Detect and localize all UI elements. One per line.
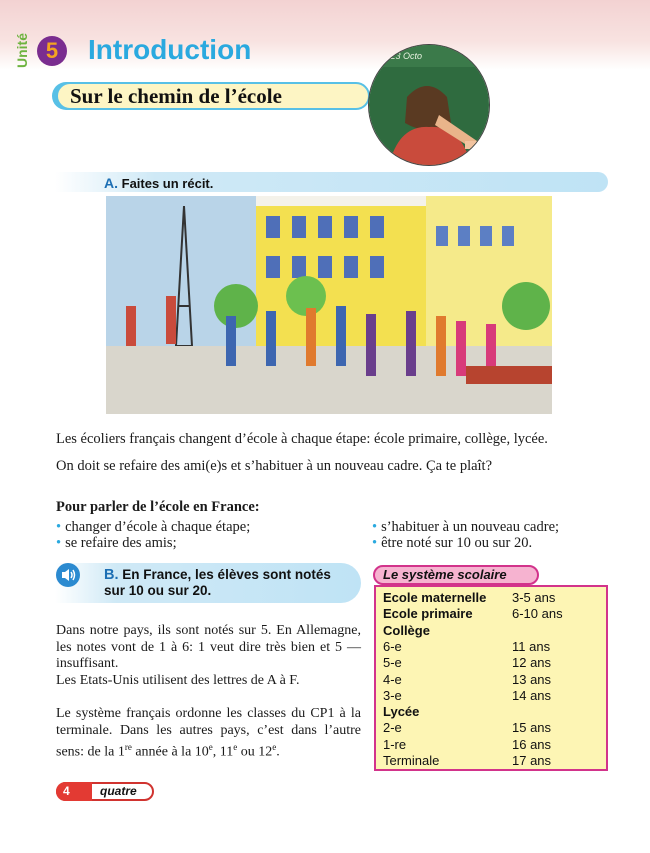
table-age: 6-10 ans (512, 606, 563, 622)
section-a-paragraph-1: Les écoliers français changent d’école à chaque étape: école primaire, collège, lycée. (56, 431, 548, 447)
page-number: 4 (63, 784, 70, 798)
section-b-heading (104, 567, 354, 599)
table-level: 3-e (383, 687, 402, 703)
table-row (383, 639, 603, 655)
table-age: 3-5 ans (512, 590, 556, 605)
table-row (383, 720, 603, 736)
table-level: 4-e (383, 671, 402, 687)
table-row (383, 753, 603, 769)
vocab-item: • s’habituer à un nouveau cadre; (372, 519, 560, 535)
unit-number-badge: 5 (37, 36, 67, 66)
table-age: 17 ans (512, 753, 552, 768)
table-level: Lycée (383, 704, 420, 720)
vocab-item: • être noté sur 10 ou sur 20. (372, 535, 533, 551)
section-b-title: En France, les élèves sont notés sur 10 ou sur 20. (104, 567, 331, 598)
audio-speaker-icon[interactable] (56, 563, 80, 587)
table-row (383, 623, 603, 639)
table-row (383, 590, 603, 606)
table-level: 6-e (383, 638, 402, 654)
section-a-heading (104, 175, 213, 191)
vocab-item: • changer d’école à chaque étape; (56, 519, 251, 535)
classroom-illustration (368, 44, 490, 166)
section-a-title: Faites un récit. (121, 176, 214, 191)
table-row (383, 606, 603, 622)
school-street-illustration (106, 196, 552, 414)
table-row (383, 655, 603, 671)
page-number-badge (56, 782, 92, 801)
table-age: 16 ans (512, 736, 552, 752)
table-level: Ecole maternelle (383, 590, 487, 605)
table-level: 5-e (383, 655, 402, 671)
table-level: 1-re (383, 736, 407, 752)
section-b-paragraph-1: Dans notre pays, ils sont notés sur 5. En Allemagne, les notes vont de 1 à 6: 1 veut dire très bien et 5 — insuffisant. (56, 623, 361, 671)
table-row (383, 672, 603, 688)
section-a-letter: A. (104, 175, 118, 191)
section-b-paragraph-3: Le système français ordonne les classes du CP1 à la terminale. Dans les autres pays, c’est dans l’autre sens: de la 1re année à la 10e, 11e ou 12e. (56, 706, 361, 760)
table-age: 11 ans (512, 638, 551, 654)
table-age: 12 ans (512, 655, 552, 671)
lesson-title: Sur le chemin de l’école (70, 84, 282, 108)
table-row (383, 704, 603, 720)
table-age: 13 ans (512, 671, 552, 687)
section-heading: Introduction (88, 34, 252, 65)
section-a-paragraph-2: On doit se refaire des ami(e)s et s’habituer à un nouveau cadre. Ça te plaît? (56, 458, 493, 474)
vocab-item: • se refaire des amis; (56, 535, 177, 551)
table-row (383, 688, 603, 704)
table-age: 15 ans (512, 720, 552, 736)
table-level: Terminale (383, 753, 440, 768)
table-row (383, 737, 603, 753)
vocab-title: Pour parler de l’école en France: (56, 499, 260, 515)
section-b-letter: B. (104, 567, 119, 583)
page-number-word: quatre (100, 784, 137, 798)
section-b-paragraph-2: Les Etats-Unis utilisent des lettres de A à F. (56, 673, 300, 688)
blackboard-text: lu 23 Octo (381, 51, 423, 61)
school-system-title: Le système scolaire (383, 567, 507, 582)
table-age: 14 ans (512, 687, 552, 703)
table-level: 2-e (383, 720, 402, 736)
table-level: Ecole primaire (383, 606, 473, 622)
unit-label: Unité (14, 33, 30, 68)
table-level: Collège (383, 622, 430, 638)
